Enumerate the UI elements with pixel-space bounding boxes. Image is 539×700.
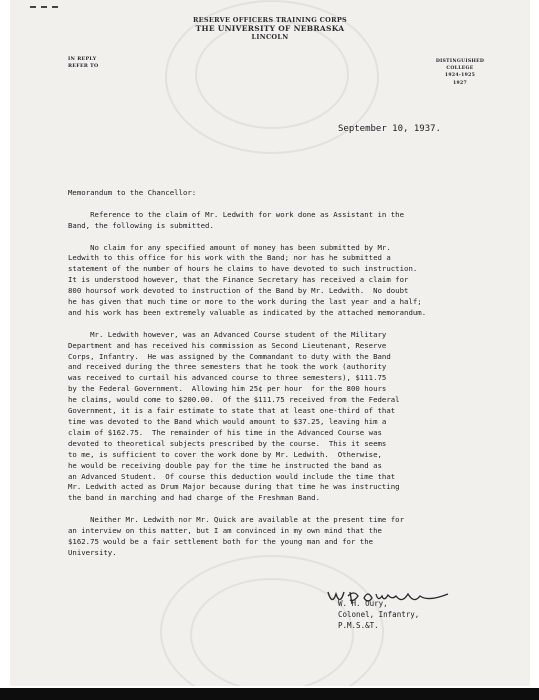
distinguished-line: 1924-1925 xyxy=(444,73,476,79)
reply-line-2: REFER TO xyxy=(68,63,99,69)
salutation: Memorandum to the Chancellor: xyxy=(68,188,197,197)
paragraph-claim: No claim for any specified amount of money has been submitted by Mr. Ledwith to this office for his work with the Band; nor has he submitted a statement of the number of hours he claims to have devoted to such instruction. It is understood however, that the Finance Secretary has received a claim for 800 hoursof work devoted to instruction of the Band by Mr. Ledwith. No doubt he has given that much time or more to the work during the last year and a half; and his work has been extremely valuable as indicated by the attached memorandum. xyxy=(68,242,427,317)
scan-frame-edge xyxy=(0,688,539,700)
signer-title: P.M.S.&T. xyxy=(338,621,379,630)
letter-date: September 10, 1937. xyxy=(338,124,441,134)
reply-reference xyxy=(68,56,99,70)
letter-page xyxy=(10,0,530,686)
distinguished-line: COLLEGE xyxy=(446,66,474,72)
distinguished-line: DISTINGUISHED xyxy=(435,59,485,64)
paragraph-calculation: Mr. Ledwith however, was an Advanced Course student of the Military Department and has received his commission as Second Lieutenant, Reserve Corps, Infantry. He was assigned by the Commandant to duty with the Band and received during the three semesters that he took the work (authority was received to curtail his advanced course to three semesters), $111.75 by the Federal Government. Allowing him 25¢ per hour for the 800 hours he claims, would come to $200.00. Of the $111.75 received from the Federal Government, it is a fair estimate to state that at least one-third of that time was devoted to the Band which would amount to $37.25, leaving him a claim of $162.75. The remainder of his time in the Advanced Course was devoted to theoretical subjects prescribed by the course. This it seems to me, is sufficient to cover the work done by Mr. Ledwith. Otherwise, he would be receiving double pay for the time he instructed the band as an Advanced Student. Of course this deduction would include the time that Mr. Ledwith acted as Drum Major because during that time he was instructing the band in marching and had charge of the Freshman Band. xyxy=(68,329,400,503)
paragraph-conclusion: Neither Mr. Ledwith nor Mr. Quick are available at the present time for an interview on this matter, but I am convinced in my own mind that the $162.75 would be a fair settlement both for the young man and for the University. xyxy=(68,515,405,557)
signer-rank: Colonel, Infantry, xyxy=(338,610,420,619)
letterhead-university: THE UNIVERSITY OF NEBRASKA xyxy=(195,24,345,33)
distinguished-college-block xyxy=(430,58,490,87)
archival-mark xyxy=(30,6,58,11)
distinguished-line: 1927 xyxy=(453,80,467,86)
letterhead-city: LINCOLN xyxy=(251,33,289,41)
memorandum-body xyxy=(68,188,498,570)
signature-block xyxy=(338,598,419,631)
paragraph-reference: Reference to the claim of Mr. Ledwith for work done as Assistant in the Band, the following is submitted. xyxy=(68,209,405,230)
signer-name: W. H. Oury, xyxy=(338,599,388,608)
reply-line-1: IN REPLY xyxy=(68,56,97,62)
letterhead-corps: RESERVE OFFICERS TRAINING CORPS xyxy=(192,16,348,24)
